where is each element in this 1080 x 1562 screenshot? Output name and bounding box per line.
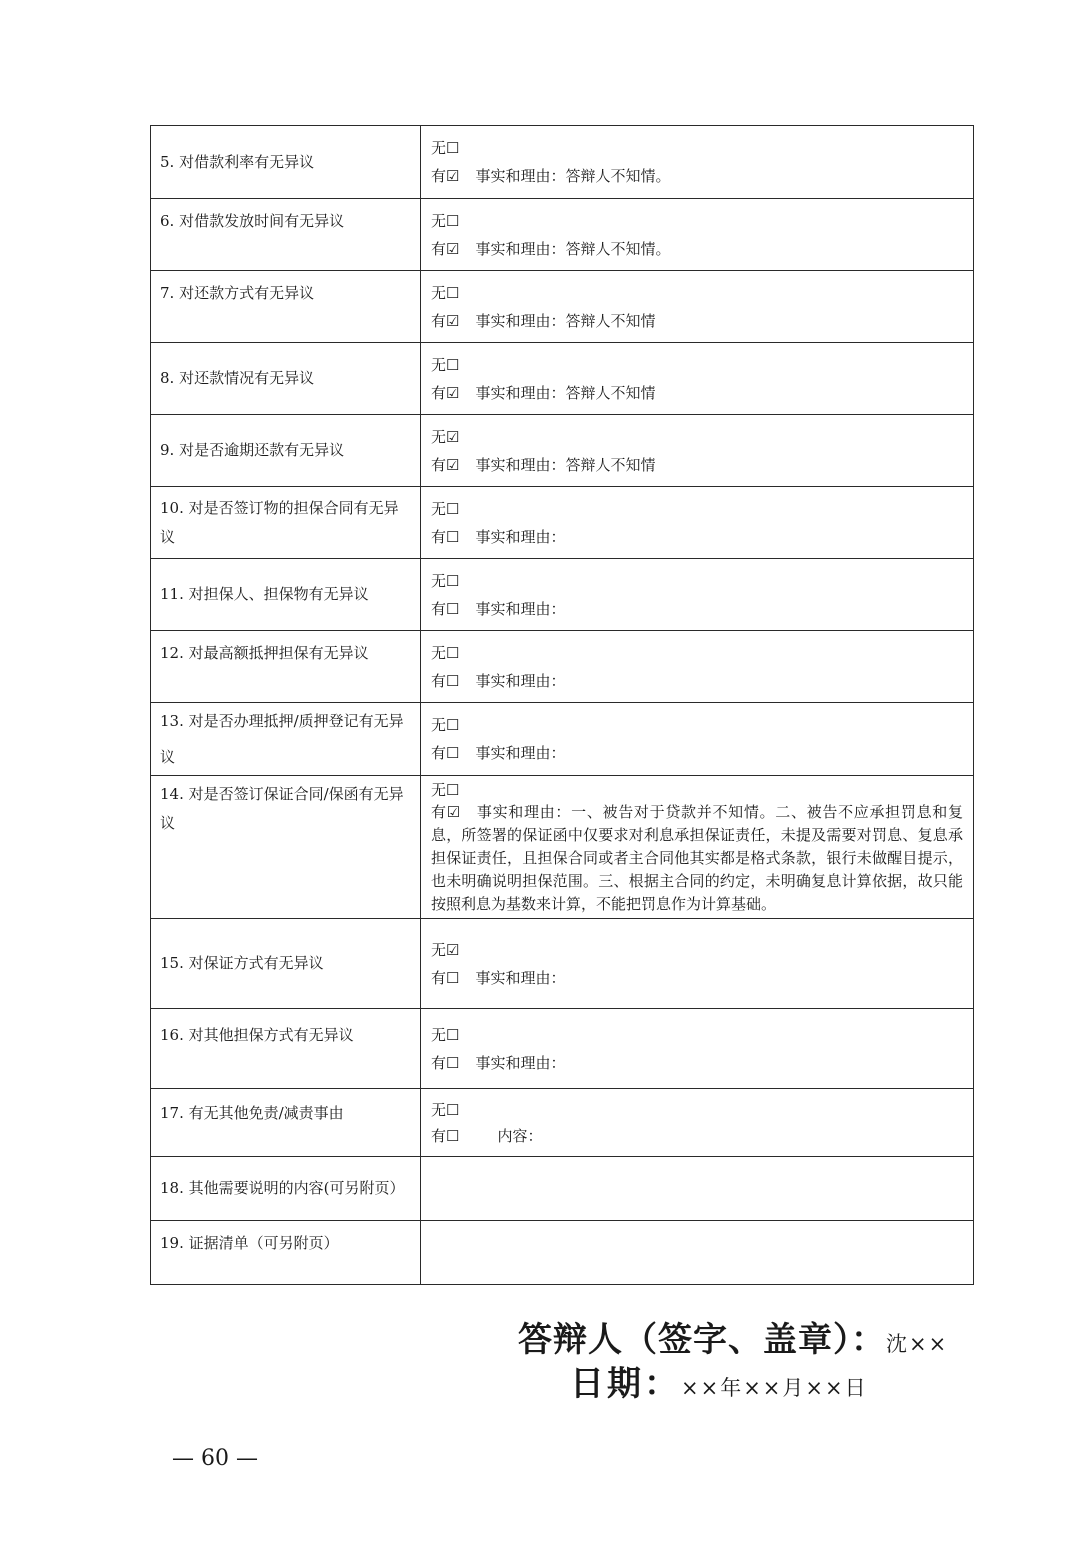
option-yes: 有☑ 事实和理由：答辩人不知情。 — [431, 167, 671, 185]
answer-cell — [421, 415, 974, 487]
table-row — [151, 631, 974, 703]
reason-text: 答辩人不知情 — [565, 383, 656, 402]
table-row — [151, 559, 974, 631]
checkbox-yes[interactable]: ☑ — [446, 311, 460, 330]
question-cell: 5. 对借款利率有无异议 — [151, 126, 421, 199]
question-cell: 14. 对是否签订保证合同/保函有无异议 — [151, 776, 421, 919]
answer-cell — [421, 126, 974, 199]
question-cell: 6. 对借款发放时间有无异议 — [151, 199, 421, 271]
checkbox-yes[interactable]: ☐ — [446, 599, 460, 618]
question-cell: 7. 对还款方式有无异议 — [151, 271, 421, 343]
checkbox-none[interactable]: ☐ — [446, 716, 460, 734]
table-row — [151, 415, 974, 487]
table-row — [151, 1157, 974, 1221]
question-cell: 13. 对是否办理抵押/质押登记有无异议 — [151, 703, 421, 776]
answer-cell — [421, 343, 974, 415]
table-row — [151, 126, 974, 199]
option-yes: 有☐ 事实和理由： — [431, 599, 566, 618]
answer-cell — [421, 559, 974, 631]
table-row — [151, 1221, 974, 1285]
option-none: 无☐ — [431, 571, 460, 590]
checkbox-yes[interactable]: ☑ — [446, 239, 460, 258]
answer-cell — [421, 776, 974, 919]
reason-label: 事实和理由： — [475, 527, 566, 546]
checkbox-none[interactable]: ☐ — [446, 355, 460, 374]
checkbox-yes[interactable]: ☐ — [446, 671, 460, 690]
reason-text: 一、被告对于贷款并不知情。二、被告不应承担罚息和复息，所签署的保证函中仅要求对利息承担保证责任，未提及需要对罚息、复息承担保证责任，且担保合同或者主合同他其实都是格式条款，银行未做醒目提示，也未明确说明担保范围。三、根据主合同的约定，未明确复息计算依据，故只能按照利息为基数来计算，不能把罚息作为计算基础。 — [431, 803, 963, 913]
option-none: 无☐ — [431, 283, 460, 302]
question-cell: 19. 证据清单（可另附页） — [151, 1221, 421, 1285]
reason-label: 事实和理由： — [476, 803, 572, 821]
reason-label: 事实和理由： — [475, 968, 566, 987]
table-row — [151, 487, 974, 559]
table-row — [151, 776, 974, 919]
option-none: 无☐ — [431, 139, 460, 157]
question-cell: 12. 对最高额抵押担保有无异议 — [151, 631, 421, 703]
table-row — [151, 919, 974, 1009]
page-number: — 60 — — [172, 1446, 258, 1471]
table-row — [151, 1089, 974, 1157]
option-yes: 有☐ 事实和理由： — [431, 671, 566, 690]
reason-label: 事实和理由： — [475, 383, 566, 402]
reason-label: 事实和理由： — [475, 599, 566, 618]
reason-text: 答辩人不知情。 — [565, 239, 671, 258]
checkbox-yes[interactable]: ☐ — [446, 744, 460, 762]
option-none: 无☐ — [431, 355, 460, 374]
table-row — [151, 199, 974, 271]
content-label: 内容： — [497, 1126, 543, 1145]
checkbox-none[interactable]: ☐ — [446, 1100, 460, 1119]
question-cell: 9. 对是否逾期还款有无异议 — [151, 415, 421, 487]
option-yes: 有☐ 事实和理由： — [431, 527, 566, 546]
reason-label: 事实和理由： — [475, 1053, 566, 1072]
question-cell: 8. 对还款情况有无异议 — [151, 343, 421, 415]
option-yes: 有☑ 事实和理由：答辩人不知情 — [431, 455, 656, 474]
checkbox-none[interactable]: ☐ — [446, 1025, 460, 1044]
reason-text: 答辩人不知情 — [565, 455, 656, 474]
date-label: 日期： — [570, 1364, 681, 1404]
date-value: ××年××月××日 — [681, 1376, 868, 1400]
checkbox-yes[interactable]: ☐ — [446, 968, 460, 987]
question-cell: 15. 对保证方式有无异议 — [151, 919, 421, 1009]
checkbox-none[interactable]: ☐ — [446, 643, 460, 662]
checkbox-none[interactable]: ☐ — [446, 571, 460, 590]
checkbox-none[interactable]: ☐ — [446, 499, 460, 518]
option-yes: 有☐ 内容： — [431, 1126, 543, 1145]
reason-text: 答辩人不知情 — [565, 311, 656, 330]
option-yes: 有☑ 事实和理由：一、被告对于贷款并不知情。二、被告不应承担罚息和复息，所签署的保证函中仅要求对利息承担保证责任，未提及需要对罚息、复息承担保证责任，且担保合同或者主合同他其实都是格式条款，银行未做醒目提示，也未明确说明担保范围。三、根据主合同的约定，未明确复息计算依据，故只能按照利息为基数来计算，不能把罚息作为计算基础。 — [431, 803, 963, 913]
checkbox-none[interactable]: ☐ — [446, 781, 460, 799]
answer-cell — [421, 1009, 974, 1089]
table-row — [151, 1009, 974, 1089]
answer-cell — [421, 919, 974, 1009]
checkbox-yes[interactable]: ☑ — [446, 383, 460, 402]
reason-text: 答辩人不知情。 — [565, 167, 671, 185]
option-none: 无☑ — [431, 940, 460, 959]
checkbox-yes[interactable]: ☑ — [446, 803, 461, 821]
checkbox-none[interactable]: ☑ — [446, 427, 460, 446]
question-cell: 17. 有无其他免责/减责事由 — [151, 1089, 421, 1157]
answer-cell — [421, 703, 974, 776]
answer-cell — [421, 631, 974, 703]
reason-label: 事实和理由： — [475, 671, 566, 690]
question-cell: 10. 对是否签订物的担保合同有无异议 — [151, 487, 421, 559]
checkbox-none[interactable]: ☐ — [446, 283, 460, 302]
signature-label: 答辩人（签字、盖章）： — [518, 1320, 886, 1360]
option-yes: 有☑ 事实和理由：答辩人不知情。 — [431, 239, 671, 258]
reason-label: 事实和理由： — [475, 239, 566, 258]
option-none: 无☐ — [431, 211, 460, 230]
option-none: 无☐ — [431, 643, 460, 662]
option-yes: 有☐ 事实和理由： — [431, 968, 566, 987]
checkbox-none[interactable]: ☑ — [446, 940, 460, 959]
answer-cell — [421, 199, 974, 271]
answer-cell[interactable] — [421, 1157, 974, 1221]
answer-cell — [421, 487, 974, 559]
answer-cell[interactable] — [421, 1221, 974, 1285]
option-none: 无☐ — [431, 1100, 460, 1119]
option-none: 无☐ — [431, 781, 460, 799]
option-none: 无☐ — [431, 499, 460, 518]
table-row — [151, 703, 974, 776]
signature-value: 沈×× — [886, 1332, 949, 1356]
table-row — [151, 343, 974, 415]
option-none: 无☑ — [431, 427, 460, 446]
reason-label: 事实和理由： — [475, 744, 566, 762]
checkbox-yes[interactable]: ☐ — [446, 1126, 460, 1145]
signature-line — [518, 1312, 948, 1361]
checkbox-yes[interactable]: ☑ — [446, 455, 460, 474]
option-yes: 有☐ 事实和理由： — [431, 744, 566, 762]
option-yes: 有☑ 事实和理由：答辩人不知情 — [431, 383, 656, 402]
checkbox-none[interactable]: ☐ — [446, 139, 460, 157]
question-cell: 18. 其他需要说明的内容(可另附页） — [151, 1157, 421, 1221]
checkbox-yes[interactable]: ☐ — [446, 1053, 460, 1072]
reason-label: 事实和理由： — [475, 455, 566, 474]
reason-label: 事实和理由： — [475, 311, 566, 330]
checkbox-yes[interactable]: ☑ — [446, 167, 460, 185]
option-none: 无☐ — [431, 716, 460, 734]
table-row — [151, 271, 974, 343]
checkbox-none[interactable]: ☐ — [446, 211, 460, 230]
option-none: 无☐ — [431, 1025, 460, 1044]
answer-cell — [421, 271, 974, 343]
date-line — [570, 1356, 868, 1405]
option-yes: 有☑ 事实和理由：答辩人不知情 — [431, 311, 656, 330]
defense-form-table — [150, 125, 974, 1285]
answer-cell — [421, 1089, 974, 1157]
question-cell: 16. 对其他担保方式有无异议 — [151, 1009, 421, 1089]
question-cell: 11. 对担保人、担保物有无异议 — [151, 559, 421, 631]
option-yes: 有☐ 事实和理由： — [431, 1053, 566, 1072]
checkbox-yes[interactable]: ☐ — [446, 527, 460, 546]
reason-label: 事实和理由： — [475, 167, 566, 185]
